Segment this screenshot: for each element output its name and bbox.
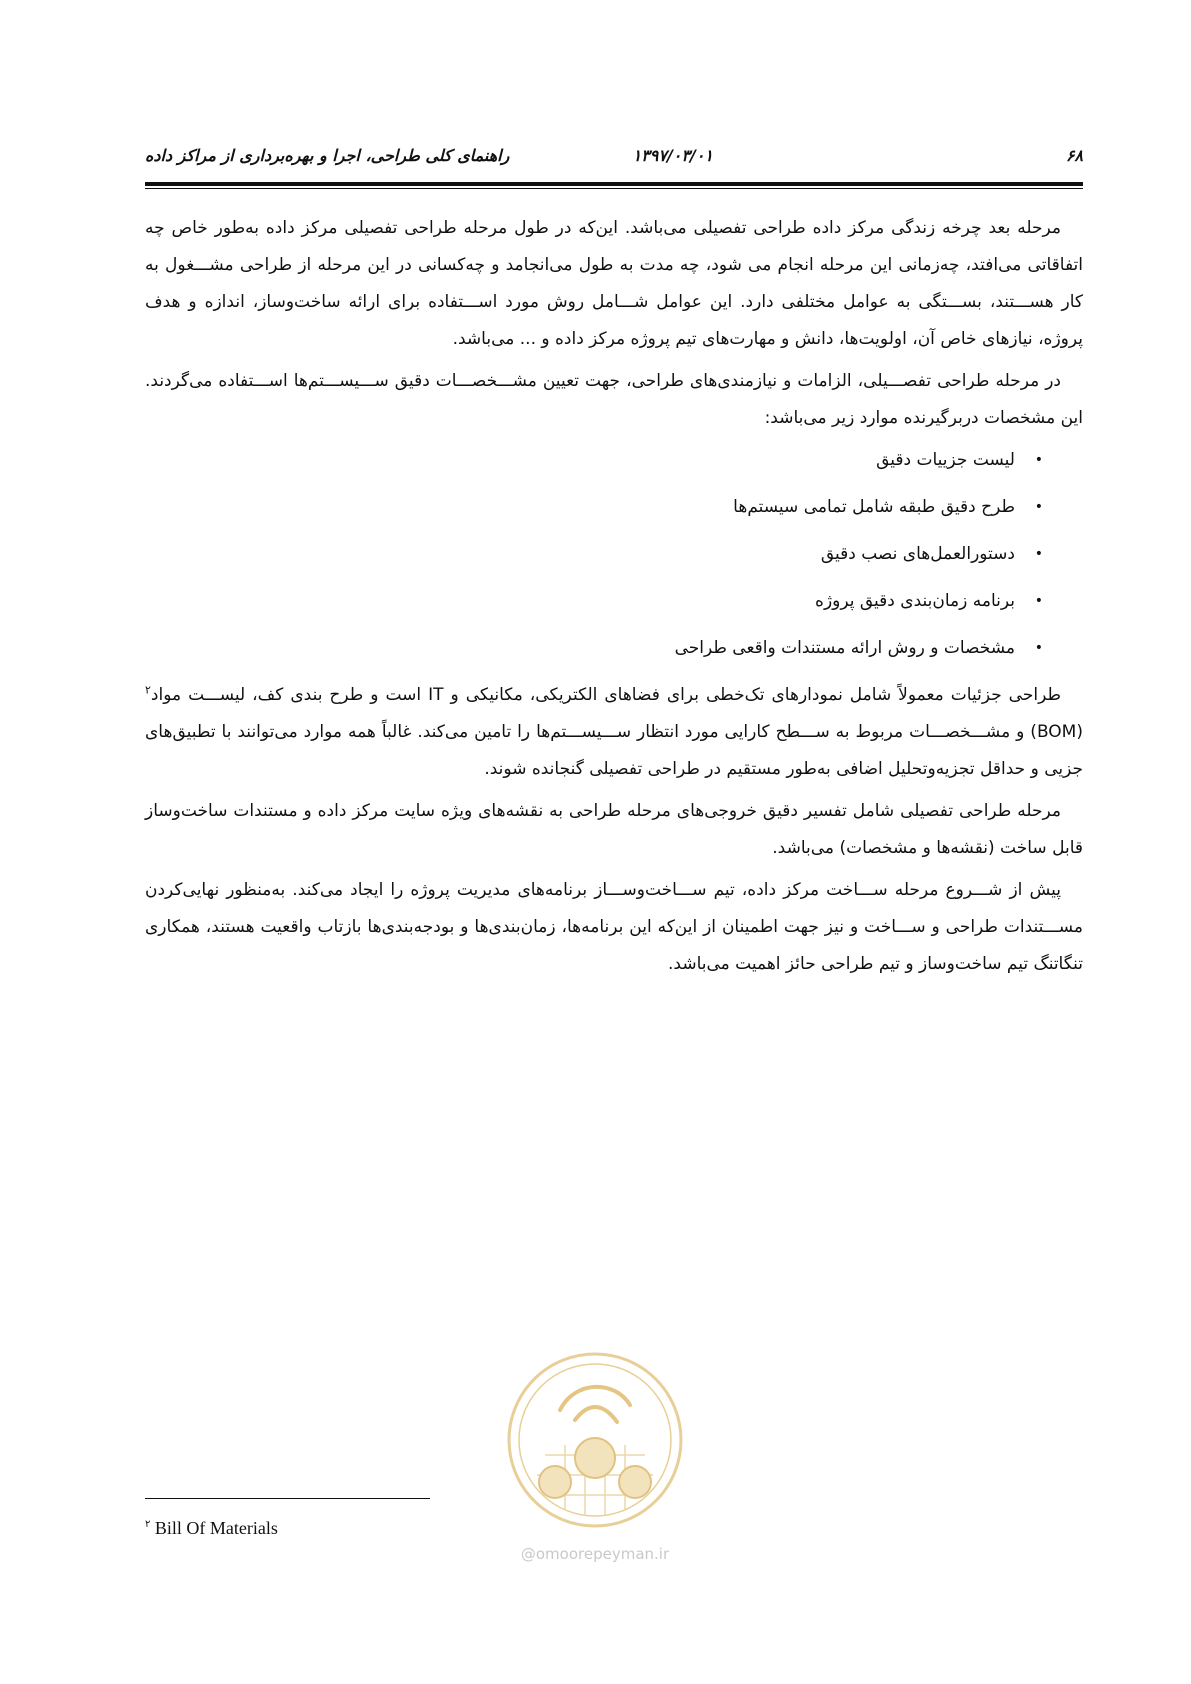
paragraph-2: در مرحله طراحی تفصـــیلی، الزامات و نیازمندی‌های طراحی، جهت تعیین مشـــخصـــات دقیق ســـیســـتم‌ها اســـتفاده می‌گردند. این مشخصات دربرگیرنده موارد زیر می‌باشد: — [145, 371, 1083, 428]
watermark-logo-icon — [505, 1350, 685, 1530]
list-item-text: طرح دقیق طبقه شامل تمامی سیستم‌ها — [733, 497, 1015, 517]
page-number: ۶۸ — [1065, 146, 1083, 165]
paragraph-3-text-a: طراحی جزئیات معمولاً شامل نمودارهای تک‌خطی برای فضاهای الکتریکی، مکانیکی و IT است و طرح بندی کف، لیســـت مواد — [150, 685, 1061, 705]
watermark-url: @omoorepeyman.ir — [520, 1545, 670, 1563]
list-item — [145, 489, 1043, 526]
header-rule-thick — [145, 182, 1083, 186]
list-item — [145, 442, 1043, 479]
footnote-number: ۲ — [145, 1519, 151, 1530]
bullet-icon: • — [1034, 546, 1043, 562]
paragraph-4: مرحله طراحی تفصیلی شامل تفسیر دقیق خروجی‌های مرحله طراحی به نقشه‌های ویژه سایت مرکز داده و مستندات ساخت‌وساز قابل ساخت (نقشه‌ها و مشخصات) می‌باشد. — [145, 801, 1083, 858]
header-date: ۱۳۹۷/۰۳/۰۱ — [632, 146, 713, 165]
bullet-list — [145, 442, 1083, 667]
header-rule-thin — [145, 188, 1083, 189]
bullet-icon: • — [1034, 452, 1043, 468]
body-content — [145, 210, 1083, 988]
list-item — [145, 583, 1043, 620]
footnote-text: Bill Of Materials — [150, 1518, 278, 1538]
bullet-icon: • — [1034, 640, 1043, 656]
list-item-text: لیست جزییات دقیق — [876, 450, 1015, 470]
paragraph-5: پیش از شـــروع مرحله ســـاخت مرکز داده، تیم ســـاخت‌وســـاز برنامه‌های مدیریت پروژه را ایجاد می‌کند. به‌منظور نهایی‌کردن مســـتندات طراحی و ســـاخت و نیز جهت اطمینان از این‌که این برنامه‌ها، زمان‌بندی‌ها و بودجه‌بندی‌ها بازتاب واقعیت هستند، همکاری تنگاتنگ تیم ساخت‌وساز و تیم طراحی حائز اهمیت می‌باشد. — [145, 880, 1083, 974]
list-item — [145, 536, 1043, 573]
list-item-text: برنامه زمان‌بندی دقیق پروژه — [815, 591, 1015, 611]
bullet-icon: • — [1034, 499, 1043, 515]
page-header — [145, 140, 1083, 180]
bullet-icon: • — [1034, 593, 1043, 609]
footnote-rule — [145, 1498, 430, 1499]
header-title: راهنمای کلی طراحی، اجرا و بهره‌برداری از مراکز داده — [145, 146, 510, 165]
footnote — [145, 1518, 278, 1539]
list-item — [145, 630, 1043, 667]
paragraph-3-text-b: (BOM) و مشـــخصـــات مربوط به ســـطح کارایی مورد انتظار ســـیســـتم‌ها را تامین می‌کند. غالباً همه موارد می‌توانند با تطبیق‌های جزیی و حداقل تجزیه‌وتحلیل اضافی به‌طور مستقیم در طراحی تفصیلی گنجانده شوند. — [145, 722, 1083, 779]
paragraph-1: مرحله بعد چرخه زندگی مرکز داده طراحی تفصیلی می‌باشد. این‌که در طول مرحله طراحی تفصیلی مرکز داده به‌طور خاص چه اتفاقاتی می‌افتد، چه‌زمانی این مرحله انجام می شود، چه مدت به طول می‌انجامد و چه‌کسانی در این مرحله از طراحی مشـــغول به کار هســـتند، بســـتگی به عوامل مختلفی دارد. این عوامل شـــامل روش مورد اســـتفاده برای ارائه ساخت‌وساز، اندازه و هدف پروژه، نیازهای خاص آن، اولویت‌ها، دانش و مهارت‌های تیم پروژه مرکز داده و ... می‌باشد. — [145, 218, 1083, 349]
paragraph-3 — [145, 677, 1083, 788]
list-item-text: مشخصات و روش ارائه مستندات واقعی طراحی — [674, 638, 1015, 658]
footnote-ref[interactable]: ۲ — [145, 683, 151, 697]
list-item-text: دستورالعمل‌های نصب دقیق — [820, 544, 1015, 564]
